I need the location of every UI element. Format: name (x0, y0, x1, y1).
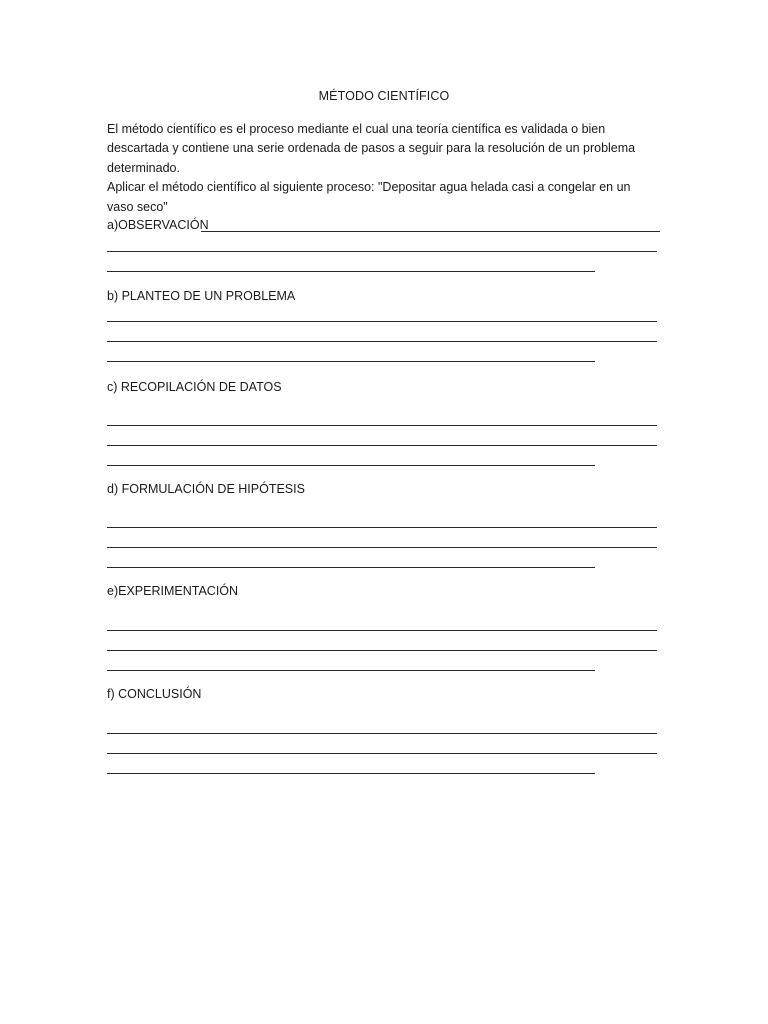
answer-line[interactable] (107, 425, 657, 426)
section-label-experimentacion: e)EXPERIMENTACIÓN (107, 584, 239, 598)
answer-line[interactable] (107, 567, 595, 568)
answer-line[interactable] (107, 321, 657, 322)
answer-line[interactable] (107, 271, 595, 272)
instruction-text: Aplicar el método científico al siguiente proceso: "Depositar agua helada casi a congelar en un vaso seco" (107, 180, 631, 214)
answer-line[interactable] (107, 465, 595, 466)
answer-line[interactable] (107, 630, 657, 631)
intro-block (107, 120, 652, 217)
answer-line[interactable] (107, 733, 657, 734)
answer-line[interactable] (107, 753, 657, 754)
answer-line[interactable] (107, 547, 657, 548)
page-title: MÉTODO CIENTÍFICO (318, 89, 450, 103)
answer-line[interactable] (107, 527, 657, 528)
answer-line[interactable] (107, 773, 595, 774)
answer-line[interactable] (107, 670, 595, 671)
answer-line[interactable] (107, 341, 657, 342)
section-label-hipotesis: d) FORMULACIÓN DE HIPÓTESIS (107, 482, 305, 496)
answer-line[interactable] (107, 445, 657, 446)
answer-line[interactable] (107, 650, 657, 651)
section-label-planteo: b) PLANTEO DE UN PROBLEMA (107, 289, 296, 303)
answer-line[interactable] (107, 361, 595, 362)
answer-line[interactable] (201, 231, 660, 232)
answer-line[interactable] (107, 251, 657, 252)
section-label-recopilacion: c) RECOPILACIÓN DE DATOS (107, 380, 282, 394)
section-label-observacion: a)OBSERVACIÓN (107, 218, 209, 232)
section-label-conclusion: f) CONCLUSIÓN (107, 687, 202, 701)
intro-paragraph: El método científico es el proceso mediante el cual una teoría científica es validada o bien descartada y contiene una serie ordenada de pasos a seguir para la resolución de un problema determinado. (107, 122, 636, 175)
